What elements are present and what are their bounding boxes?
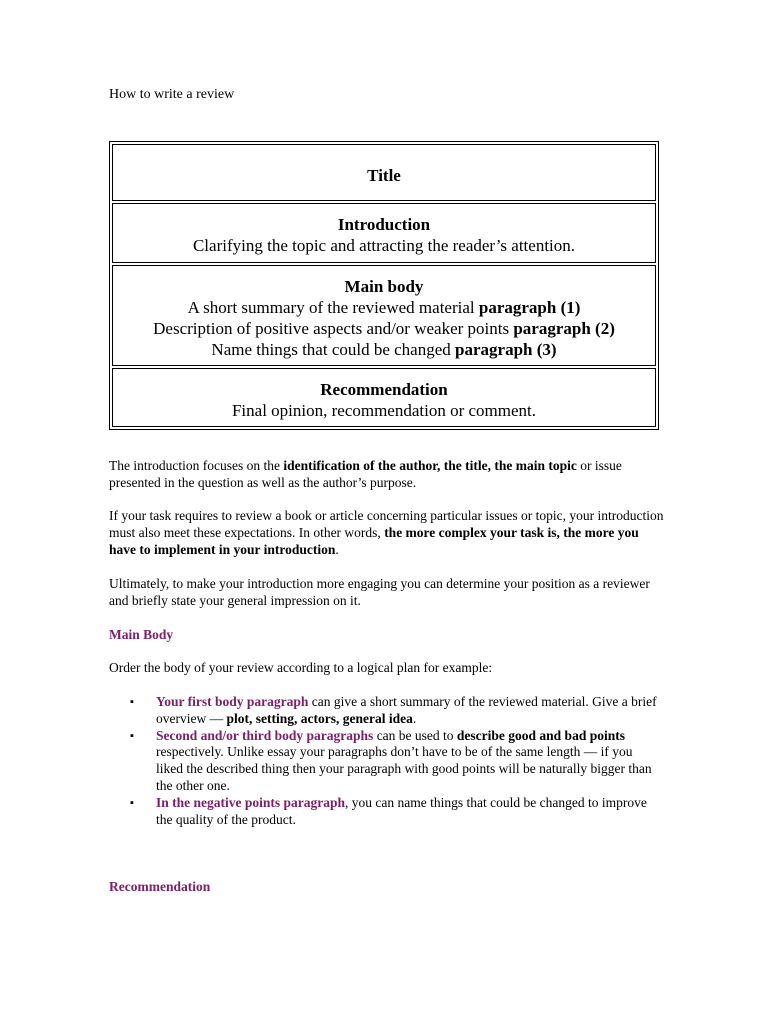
intro-paragraph-3: Ultimately, to make your introduction more engaging you can determine your position as a reviewer and briefly state your general impression on it. [109,576,650,608]
intro-p2-text-c: . [335,541,339,557]
bullet-3-highlight: In the negative points paragraph [156,794,346,810]
bullet-1-bold: plot, setting, actors, general idea [226,710,413,726]
list-item [130,795,660,829]
main-body-heading: Main Body [109,627,174,642]
bullet-2-text-a: can be used to [373,727,457,743]
intro-paragraph-1 [109,458,669,492]
bullet-1-text-c: . [412,710,417,726]
list-item [130,728,660,795]
recommendation-heading: Recommendation [109,879,211,894]
bullet-2-text-c: respectively. Unlike essay your paragraphs don’t have to be of the same length — if you liked the described thing then your paragraph with good points will be naturally bigger than the other one. [156,744,652,793]
outline-main-line-1-bold: paragraph (1) [478,298,581,317]
outline-row-recommendation [112,368,656,427]
outline-rec-heading: Recommendation [320,380,448,399]
outline-main-line-1 [113,297,655,318]
bullet-square-icon: ▪ [130,696,134,708]
intro-p1-text-c: or issue presented in the question as well as the author’s purpose. [109,458,622,490]
outline-main-line-1-text: A short summary of the reviewed material [187,298,479,317]
review-outline-table [109,141,659,430]
bullet-2-highlight: Second and/or third body paragraphs [156,727,374,743]
bullet-2-bold: describe good and bad points [456,727,625,743]
outline-main-line-2-bold: paragraph (2) [513,319,615,338]
bullet-1-text-a: can give a short summary of the reviewed material. Give a brief overview — [156,694,657,726]
intro-p2-bold: the more complex your task is, the more you have to implement in your introduction [109,524,639,557]
document-heading: How to write a review [109,87,235,102]
outline-main-line-3-text: Name things that could be changed [211,340,456,359]
outline-main-line-2 [113,318,655,339]
outline-row-introduction [112,203,656,263]
outline-row-title [112,144,656,201]
list-item [130,694,660,728]
outline-rec-text: Final opinion, recommendation or comment. [231,401,537,420]
intro-p1-bold: identification of the author, the title, the main topic [283,458,577,473]
outline-intro-text: Clarifying the topic and attracting the reader’s attention. [192,236,576,255]
outline-title-label: Title [367,166,401,185]
intro-p1-text-a: The introduction focuses on the [109,458,284,473]
bullet-square-icon: ▪ [130,796,134,809]
outline-main-line-3 [113,339,655,360]
outline-main-heading: Main body [344,277,424,296]
main-body-bullet-list [130,694,660,828]
intro-paragraph-2 [109,508,669,558]
bullet-square-icon: ▪ [130,729,134,742]
intro-p2-text-a: If your task requires to review a book or article concerning particular issues or topic, your introduction must also meet these expectations. In other words, [109,508,664,540]
bullet-1-highlight: Your first body paragraph [156,694,309,709]
bullet-3-text-a: , you can name things that could be changed to improve the quality of the product. [156,794,647,827]
outline-main-line-2-text: Description of positive aspects and/or weaker points [153,319,514,338]
outline-row-main-body [112,265,656,366]
outline-intro-heading: Introduction [337,215,431,234]
outline-main-line-3-bold: paragraph (3) [455,340,557,359]
main-body-intro: Order the body of your review according to a logical plan for example: [109,660,493,675]
